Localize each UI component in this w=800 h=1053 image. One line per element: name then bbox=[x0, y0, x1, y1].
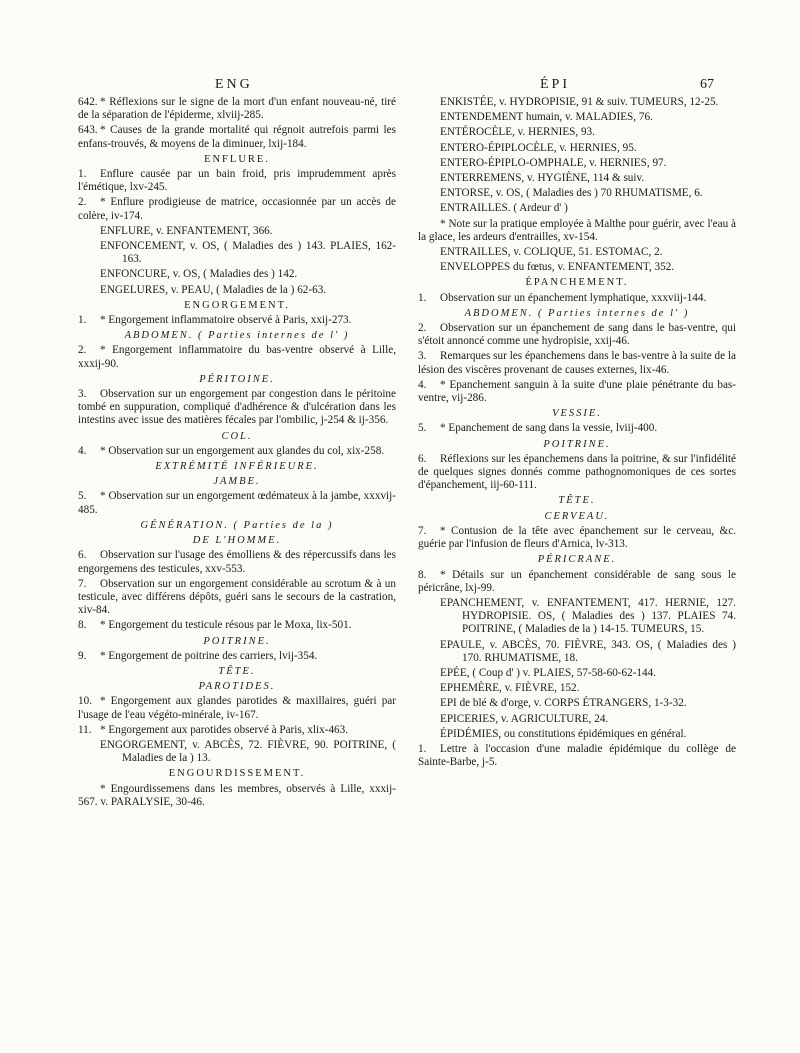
subsection-heading: CERVEAU. bbox=[544, 510, 610, 522]
numbered-entry bbox=[418, 743, 736, 769]
entry-text: * Enflure prodigieuse de matrice, occasionnée par un accès de colère, iv-174. bbox=[78, 196, 396, 222]
cross-reference: EPHEMÈRE, v. FIÈVRE, 152. bbox=[440, 682, 580, 695]
subsection-heading: TÊTE. bbox=[558, 495, 596, 507]
subsection-heading: TÊTE. bbox=[218, 665, 256, 677]
cross-reference: EPAULE, v. ABCÈS, 70. FIÈVRE, 343. OS, ( Maladies des ) 170. RHUMATISME, 18. bbox=[440, 638, 736, 664]
entry-number: 6. bbox=[418, 452, 427, 465]
cross-reference: ENFONCURE, v. OS, ( Maladies des ) 142. bbox=[100, 268, 298, 281]
numbered-entry bbox=[78, 490, 396, 516]
entry-number: 5. bbox=[418, 422, 427, 435]
section-heading: ENGOURDISSEMENT. bbox=[168, 768, 306, 780]
subsection-heading: POITRINE. bbox=[203, 635, 271, 647]
entry-text: * Engorgement de poitrine des carriers, lvij-354. bbox=[100, 649, 318, 662]
entry-number: 4. bbox=[78, 444, 87, 457]
entry-text: * Engorgement aux parotides observé à Paris, xlix-463. bbox=[100, 723, 349, 736]
right-column bbox=[418, 96, 736, 771]
entry-text: Observation sur un engorgement par congestion dans le péritoine tombé en suppuration, compliqué d'adhérence & d'ulcération dans les intestins avec issue des matières fécales par l'ombilic, j-254 & ij-356. bbox=[78, 388, 396, 427]
cross-reference: EPÉE, ( Coup d' ) v. PLAIES, 57-58-60-62-144. bbox=[440, 666, 657, 679]
entry-number: 9. bbox=[78, 649, 87, 662]
entry-text: * Réflexions sur le signe de la mort d'un enfant nouveau-né, tiré de la séparation de l'épiderme, xlviij-285. bbox=[78, 96, 396, 122]
subsection-heading: JAMBE. bbox=[213, 476, 261, 488]
numbered-entry bbox=[78, 445, 396, 458]
cross-reference: EPICERIES, v. AGRICULTURE, 24. bbox=[440, 712, 609, 725]
cross-reference: ENTENDEMENT humain, v. MALADIES, 76. bbox=[440, 111, 653, 124]
entry-number: 8. bbox=[78, 619, 87, 632]
entry-text: * Engorgement aux glandes parotides & maxillaires, guéri par l'usage de l'eau végéto-minérale, iv-167. bbox=[78, 695, 396, 721]
numbered-entry bbox=[418, 322, 736, 348]
entry-text: * Engourdissemens dans les membres, observés à Lille, xxxij-567. v. PARALYSIE, 30-46. bbox=[78, 782, 396, 808]
entry-number: 2. bbox=[78, 196, 87, 209]
entry-number: 10. bbox=[78, 695, 92, 708]
subsection-heading: COL. bbox=[221, 430, 253, 442]
cross-reference: ENTORSE, v. OS, ( Maladies des ) 70 RHUMATISME, 6. bbox=[440, 187, 703, 200]
numbered-entry bbox=[418, 292, 736, 305]
subsection-heading: PAROTIDES. bbox=[198, 681, 276, 693]
cross-reference: ENFONCEMENT, v. OS, ( Maladies des ) 143. PLAIES, 162-163. bbox=[100, 240, 396, 266]
entry-text: * Causes de la grande mortalité qui régnoit autrefois parmi les enfans-trouvés, & moyens de la diminuer, lxij-184. bbox=[78, 124, 396, 150]
entry-text: * Observation sur un engorgement aux glandes du col, xix-258. bbox=[100, 444, 385, 457]
entry-number: 4. bbox=[418, 378, 427, 391]
numbered-entry bbox=[78, 196, 396, 222]
subsection-heading: PÉRITOINE. bbox=[199, 373, 275, 385]
entry-text: * Epanchement de sang dans la vessie, lviij-400. bbox=[440, 422, 658, 435]
entry-number: 5. bbox=[78, 490, 87, 503]
entry-text: Observation sur un épanchement lymphatique, xxxviij-144. bbox=[440, 291, 707, 304]
subsection-heading: DE L'HOMME. bbox=[192, 535, 282, 547]
numbered-entry bbox=[78, 549, 396, 575]
entry-number: 11. bbox=[78, 723, 92, 736]
running-head-left: ENG bbox=[215, 77, 253, 92]
entry-text: Observation sur un épanchement de sang dans le bas-ventre, qui s'étoit annoncé comme une hydropisie, xxij-46. bbox=[418, 322, 736, 348]
entry-number: 1. bbox=[78, 168, 87, 181]
entry-number: 6. bbox=[78, 549, 87, 562]
entry-text: * Engorgement du testicule résous par le Moxa, lix-501. bbox=[100, 619, 352, 632]
page-number: 67 bbox=[700, 77, 714, 92]
numbered-entry bbox=[418, 350, 736, 376]
left-column bbox=[78, 96, 396, 811]
entry-number: 643. bbox=[78, 124, 98, 137]
entry-number: 2. bbox=[78, 344, 87, 357]
subsection-heading: PÉRICRANE. bbox=[537, 554, 617, 566]
numbered-entry bbox=[78, 650, 396, 663]
numbered-entry bbox=[418, 569, 736, 595]
cross-reference: ENVELOPPES du fœtus, v. ENFANTEMENT, 352. bbox=[440, 261, 675, 274]
entry-number: 2. bbox=[418, 322, 427, 335]
cross-reference: ENTRAILLES. ( Ardeur d' ) bbox=[440, 202, 568, 215]
entry-number: 1. bbox=[78, 314, 87, 327]
section-heading: ENGORGEMENT. bbox=[184, 299, 290, 311]
cross-reference: ENTERREMENS, v. HYGIÈNE, 114 & suiv. bbox=[440, 172, 645, 185]
numbered-entry bbox=[78, 314, 396, 327]
entry-text: * Note sur la pratique employée à Malthe pour guérir, avec l'eau à la glace, les ardeurs d'entrailles, xv-154. bbox=[418, 217, 736, 243]
entry-text: Observation sur un engorgement considérable au scrotum & à un testicule, avec différens dépôts, guéri sans le secours de la castration, xiv-84. bbox=[78, 577, 396, 617]
subsection-heading: ABDOMEN. ( Parties internes de l' ) bbox=[464, 307, 690, 319]
numbered-entry bbox=[418, 453, 736, 493]
running-head-right: ÉPI bbox=[540, 77, 570, 92]
entry-text: Réflexions sur les épanchemens dans la poitrine, & sur l'infidélité de quelques signes donnés comme pathognomoniques de ces sortes d'épanchement, iij-60-111. bbox=[418, 452, 736, 492]
numbered-entry bbox=[78, 783, 396, 809]
subsection-heading: GÉNÉRATION. ( Parties de la ) bbox=[140, 519, 334, 531]
numbered-entry bbox=[78, 124, 396, 150]
numbered-entry bbox=[78, 388, 396, 428]
entry-number: 7. bbox=[418, 524, 427, 537]
numbered-entry bbox=[78, 695, 396, 721]
entry-text: * Engorgement inflammatoire observé à Paris, xxij-273. bbox=[100, 314, 352, 327]
entry-text: * Contusion de la tête avec épanchement sur le cerveau, &c. guérie par l'infusion de fleurs d'Arnica, lv-313. bbox=[418, 524, 736, 551]
cross-reference: EPANCHEMENT, v. ENFANTEMENT, 417. HERNIE, 127. HYDROPISIE. OS, ( Maladies des ) 137. PLAIES 74. POITRINE, ( Maladies de la ) 14-15. TUMEURS, 15. bbox=[440, 596, 736, 636]
cross-reference: ENKISTÉE, v. HYDROPISIE, 91 & suiv. TUMEURS, 12-25. bbox=[440, 96, 719, 108]
cross-reference: EPI de blé & d'orge, v. CORPS ÉTRANGERS, 1-3-32. bbox=[440, 697, 687, 710]
entry-number: 1. bbox=[418, 291, 427, 304]
cross-reference: ENFLURE, v. ENFANTEMENT, 366. bbox=[100, 224, 273, 237]
section-heading: ÉPANCHEMENT. bbox=[525, 277, 629, 289]
numbered-entry bbox=[418, 379, 736, 405]
numbered-entry bbox=[78, 96, 396, 122]
cross-reference: ENTRAILLES, v. COLIQUE, 51. ESTOMAC, 2. bbox=[440, 246, 663, 259]
numbered-entry bbox=[78, 724, 396, 737]
entry-number: 3. bbox=[78, 388, 87, 401]
cross-reference: ENTERO-ÉPIPLO-OMPHALE, v. HERNIES, 97. bbox=[440, 156, 667, 169]
entry-number: 8. bbox=[418, 568, 427, 581]
entry-number: 1. bbox=[418, 742, 427, 755]
subsection-heading: ABDOMEN. ( Parties internes de l' ) bbox=[124, 330, 350, 342]
numbered-entry bbox=[78, 619, 396, 632]
cross-reference: ENTÉROCÈLE, v. HERNIES, 93. bbox=[440, 126, 595, 139]
entry-text: Observation sur l'usage des émolliens & des répercussifs dans les engorgemens des testicules, xxv-553. bbox=[78, 549, 396, 575]
subsection-heading: VESSIE. bbox=[552, 408, 602, 420]
entry-number: 7. bbox=[78, 577, 87, 590]
entry-text: * Détails sur un épanchement considérable de sang sous le péricrâne, lxj-99. bbox=[418, 568, 736, 594]
entry-number: 642. bbox=[78, 96, 98, 108]
entry-text: Enflure causée par un bain froid, pris imprudemment après l'émétique, lxv-245. bbox=[78, 168, 396, 194]
entry-text: * Engorgement inflammatoire du bas-ventre observé à Lille, xxxij-90. bbox=[78, 344, 396, 370]
numbered-entry bbox=[418, 525, 736, 551]
entry-number: 3. bbox=[418, 350, 427, 363]
cross-reference: ENTERO-ÉPIPLOCÈLE, v. HERNIES, 95. bbox=[440, 141, 637, 154]
entry-text: * Epanchement sanguin à la suite d'une plaie pénétrante du bas-ventre, vij-286. bbox=[418, 378, 736, 405]
cross-reference: ENGELURES, v. PEAU, ( Maladies de la ) 62-63. bbox=[100, 283, 327, 296]
numbered-entry bbox=[78, 168, 396, 194]
subsection-heading: POITRINE. bbox=[543, 438, 611, 450]
numbered-entry bbox=[418, 422, 736, 435]
numbered-entry bbox=[78, 578, 396, 618]
numbered-entry bbox=[78, 344, 396, 370]
section-heading: ENFLURE. bbox=[204, 153, 270, 165]
subsection-heading: EXTRÉMITÉ INFÉRIEURE. bbox=[155, 461, 319, 473]
entry-text: Remarques sur les épanchemens dans le bas-ventre à la suite de la lésion des viscères provenant de causes externes, lix-46. bbox=[418, 350, 736, 376]
entry-text: * Observation sur un engorgement œdémateux à la jambe, xxxvij-485. bbox=[78, 490, 396, 516]
entry-text: Lettre à l'occasion d'une maladie épidémique du collège de Sainte-Barbe, j-5. bbox=[418, 742, 736, 769]
cross-reference: ÉPIDÉMIES, ou constitutions épidémiques en général. bbox=[440, 727, 687, 740]
cross-reference: ENGORGEMENT, v. ABCÈS, 72. FIÈVRE, 90. POITRINE, ( Maladies de la ) 13. bbox=[100, 738, 396, 765]
